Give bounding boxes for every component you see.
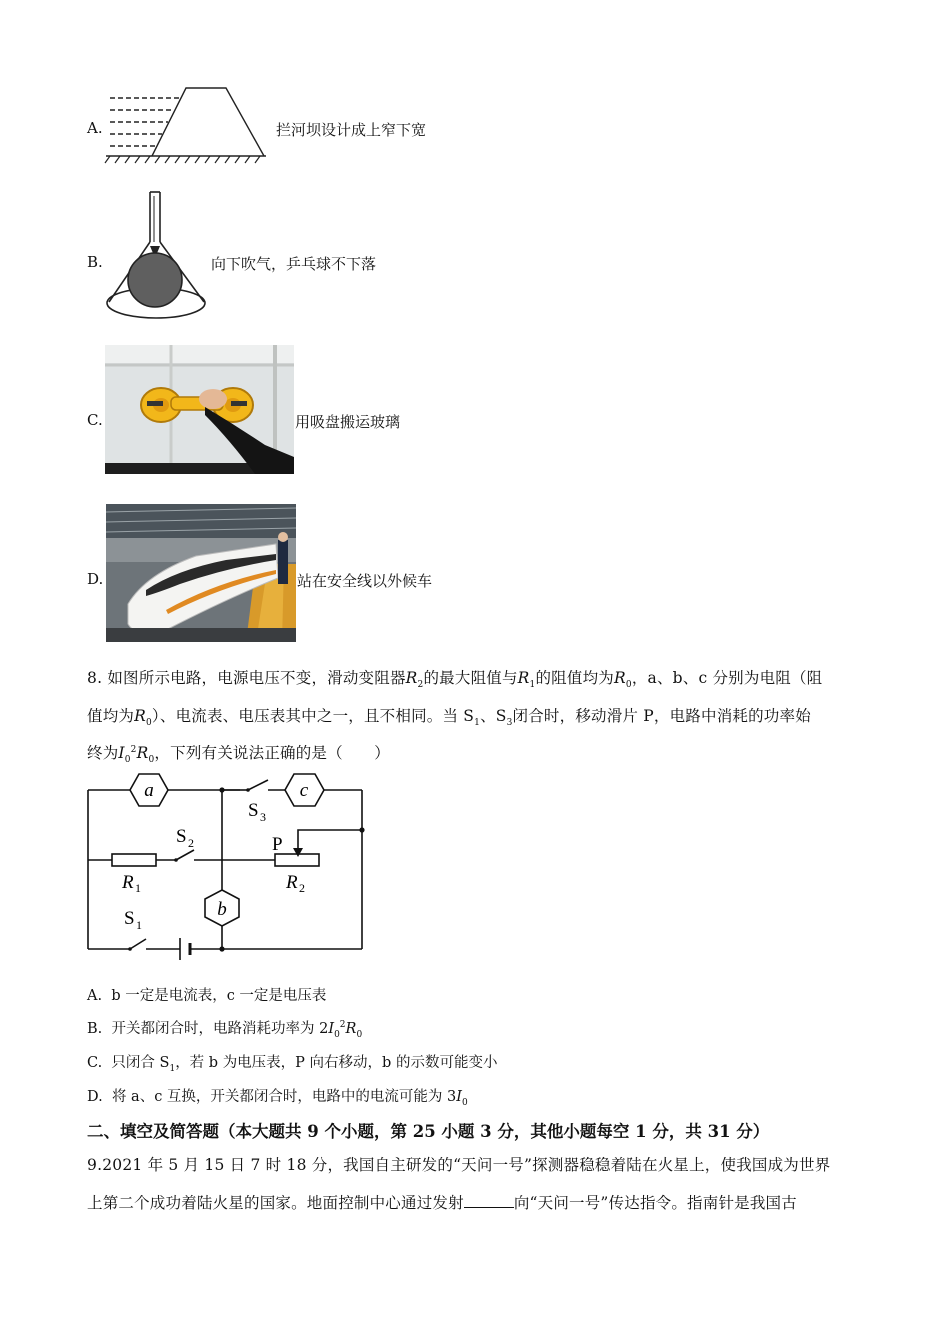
switch-s1-label: S bbox=[124, 908, 135, 929]
option-b-text: 向下吹气，乒乓球不下落 bbox=[211, 255, 377, 273]
option-c-text: 用吸盘搬运玻璃 bbox=[295, 413, 401, 431]
q8-answer-b[interactable]: B. 开关都闭合时，电路消耗功率为 $2I_0^2R_0$ bbox=[87, 1020, 363, 1040]
switch-s2-sub: 2 bbox=[188, 836, 194, 850]
q8-number: 8 bbox=[87, 669, 98, 687]
option-d-text: 站在安全线以外候车 bbox=[297, 572, 433, 590]
option-a-text: 拦河坝设计成上窄下宽 bbox=[276, 121, 427, 139]
circuit-diagram bbox=[80, 768, 380, 962]
q9-blank[interactable] bbox=[464, 1193, 514, 1208]
q8-line-1: 8. 如图所示电路，电源电压不变，滑动变阻器$R_2$的最大阻值与$R_1$的阻值均为$R_0$，a、b、c 分别为电阻（阻 bbox=[87, 669, 823, 691]
q8-line-3: 终为$I_0^2R_0$，下列有关说法正确的是（ ） bbox=[87, 744, 390, 766]
switch-s3-sub: 3 bbox=[260, 810, 266, 824]
resistor-r1-sub: 1 bbox=[135, 881, 141, 895]
option-a-letter: A. bbox=[87, 119, 103, 137]
meter-a-label: a bbox=[144, 780, 154, 801]
slider-p-label: P bbox=[272, 834, 283, 855]
option-b-letter: B. bbox=[87, 253, 103, 271]
q8-line-2: 值均为$R_0$）、电流表、电压表其中之一，且不相同。当 $S_1$、$S_3$闭合时，移动滑片 P，电路中消耗的功率始 bbox=[87, 707, 811, 729]
q8-answer-d[interactable]: D. 将 a、c 互换，开关都闭合时，电路中的电流可能为 $3I_0$ bbox=[87, 1089, 468, 1108]
switch-s3-label: S bbox=[248, 800, 259, 821]
suction-cup-photo-icon bbox=[105, 345, 294, 474]
resistor-r1-label: R bbox=[122, 872, 134, 893]
q9-line-1: 9.2021 年 5 月 15 日 7 时 18 分，我国自主研发的“天问一号”探测器稳稳着陆在火星上，使我国成为世界 bbox=[87, 1156, 831, 1174]
q9-line-2: 上第二个成功着陆火星的国家。地面控制中心通过发射 向“天问一号”传达指令。指南针是我国古 bbox=[87, 1194, 797, 1212]
switch-s2-label: S bbox=[176, 826, 187, 847]
q9-number: 9 bbox=[87, 1156, 98, 1174]
resistor-r2-sub: 2 bbox=[299, 881, 305, 895]
resistor-r2-label: R bbox=[286, 872, 298, 893]
meter-c-label: c bbox=[299, 780, 309, 801]
option-c-letter: C. bbox=[87, 411, 103, 429]
dam-diagram-icon bbox=[104, 86, 269, 164]
switch-s1-sub: 1 bbox=[136, 918, 142, 932]
section-2-heading: 二、填空及简答题（本大题共 9 个小题，第 25 小题 3 分，其他小题每空 1 分，共 31 分） bbox=[87, 1122, 770, 1141]
meter-b-label: b bbox=[217, 899, 227, 920]
q8-answer-a[interactable]: A. b 一定是电流表，c 一定是电压表 bbox=[87, 988, 327, 1004]
option-d-letter: D. bbox=[87, 570, 104, 588]
funnel-ball-diagram-icon bbox=[104, 190, 210, 320]
train-platform-photo-icon bbox=[106, 504, 296, 642]
q8-answer-c[interactable]: C. 只闭合 $S_1$，若 b 为电压表，P 向右移动，b 的示数可能变小 bbox=[87, 1055, 498, 1074]
